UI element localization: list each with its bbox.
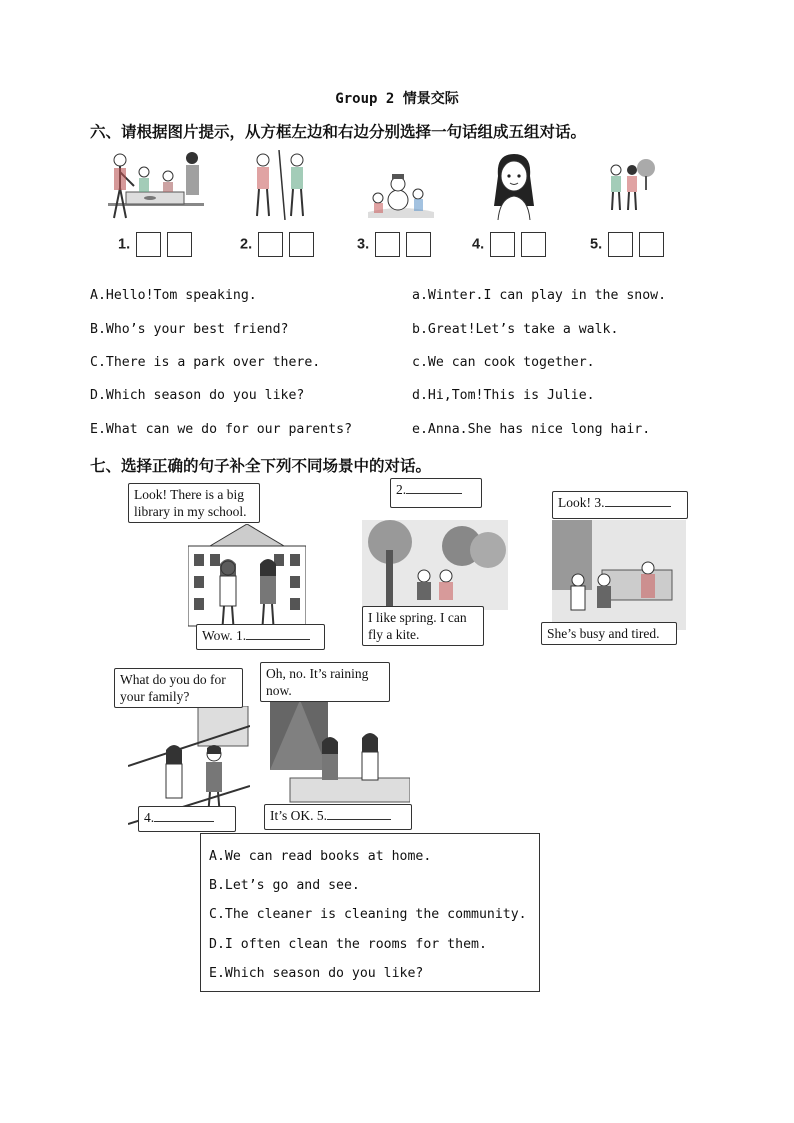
blank-line (154, 821, 214, 822)
question-number: 4. (472, 236, 485, 253)
speech-bubble-scene3-top (552, 491, 688, 519)
option-right-e: e.Anna.She has nice long hair. (412, 422, 651, 437)
picture-park-walk (598, 158, 656, 212)
option-right-d: d.Hi,Tom!This is Julie. (412, 388, 595, 403)
option-left-a: A.Hello!Tom speaking. (90, 288, 257, 303)
blank-line (246, 639, 310, 640)
bubble-text: 2. (396, 482, 407, 497)
picture-spring-park (362, 520, 508, 610)
picture-rainy-day-sofa (270, 700, 410, 804)
blank-line (406, 493, 462, 494)
speech-bubble-scene5-bottom (264, 804, 412, 830)
picture-snowman (368, 170, 434, 218)
picture-family-cooking (108, 148, 204, 220)
question-number: 2. (240, 236, 253, 253)
option-right-c: c.We can cook together. (412, 355, 595, 370)
option-c: C.The cleaner is cleaning the community. (209, 907, 527, 922)
option-a: A.We can read books at home. (209, 849, 432, 864)
question-number: 3. (357, 236, 370, 253)
speech-bubble-scene2-bottom: I like spring. I can fly a kite. (362, 606, 484, 646)
section-7-heading: 七、选择正确的句子补全下列不同场景中的对话。 (90, 457, 432, 475)
answer-slot-5 (590, 232, 664, 257)
option-d: D.I often clean the rooms for them. (209, 937, 487, 952)
speech-bubble-scene4-top: What do you do for your family? (114, 668, 243, 708)
speech-bubble-scene1-top: Look! There is a big library in my school. (128, 483, 260, 523)
answer-slot-4 (472, 232, 546, 257)
option-left-e: E.What can we do for our parents? (90, 422, 353, 437)
bubble-text: Look! 3. (558, 495, 605, 510)
answer-box-right[interactable] (167, 232, 192, 257)
section-6-heading: 六、请根据图片提示，从方框左边和右边分别选择一句话组成五组对话。 (90, 123, 587, 141)
picture-phone-call (245, 150, 313, 220)
answer-box-right[interactable] (639, 232, 664, 257)
answer-box-right[interactable] (406, 232, 431, 257)
answer-slot-3 (357, 232, 431, 257)
answer-box-left[interactable] (258, 232, 283, 257)
answer-box-left[interactable] (608, 232, 633, 257)
answer-box-left[interactable] (136, 232, 161, 257)
answer-box-right[interactable] (289, 232, 314, 257)
question-number: 1. (118, 236, 131, 253)
blank-line (327, 819, 391, 820)
answer-slot-2 (240, 232, 314, 257)
speech-bubble-scene1-bottom (196, 624, 325, 650)
option-right-b: b.Great!Let’s take a walk. (412, 322, 619, 337)
picture-community-cleaner (552, 520, 686, 630)
answer-slot-1 (118, 232, 192, 257)
blank-line (605, 506, 671, 507)
answer-box-left[interactable] (490, 232, 515, 257)
bubble-text: 4. (144, 810, 155, 825)
option-left-b: B.Who’s your best friend? (90, 322, 289, 337)
speech-bubble-scene3-bottom: She’s busy and tired. (541, 622, 677, 645)
option-b: B.Let’s go and see. (209, 878, 360, 893)
picture-school-library (188, 524, 306, 634)
bubble-text: It’s OK. 5. (270, 808, 327, 823)
bubble-text: Wow. 1. (202, 628, 247, 643)
option-right-a: a.Winter.I can play in the snow. (412, 288, 667, 303)
options-box (200, 833, 540, 992)
question-number: 5. (590, 236, 603, 253)
answer-box-left[interactable] (375, 232, 400, 257)
option-left-d: D.Which season do you like? (90, 388, 305, 403)
option-left-c: C.There is a park over there. (90, 355, 321, 370)
page-title: Group 2 情景交际 (335, 91, 459, 107)
speech-bubble-scene2-top (390, 478, 482, 508)
picture-girl-long-hair (488, 150, 540, 220)
answer-box-right[interactable] (521, 232, 546, 257)
speech-bubble-scene5-top: Oh, no. It’s raining now. (260, 662, 390, 702)
option-e: E.Which season do you like? (209, 966, 424, 981)
speech-bubble-scene4-bottom (138, 806, 236, 832)
